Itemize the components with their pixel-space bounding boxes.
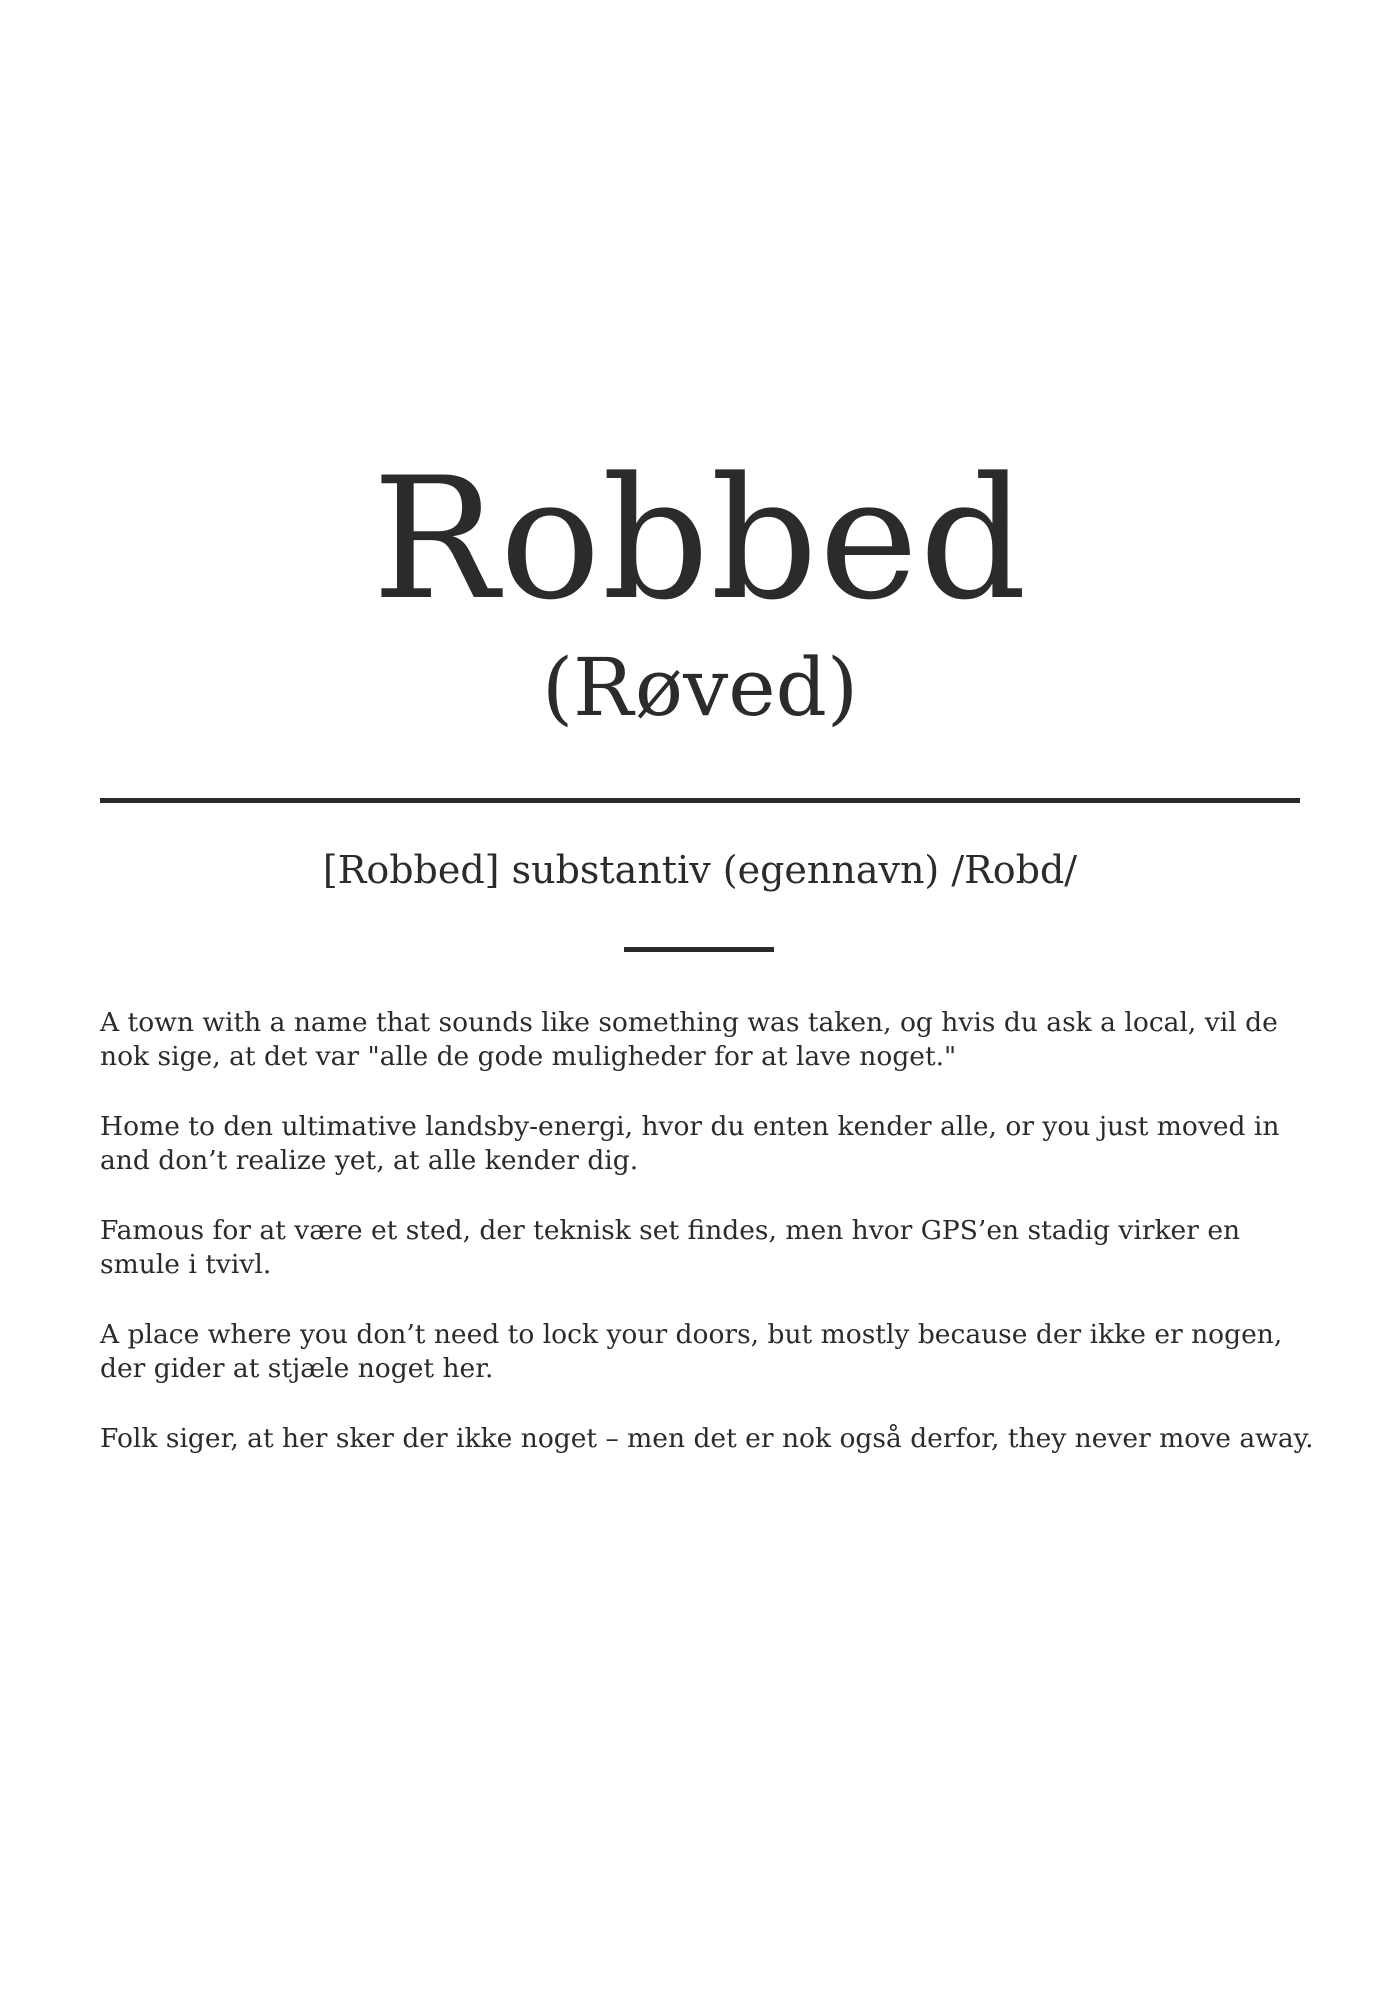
paragraph: Home to den ultimative landsby-energi, hvor du enten kender alle, or you just moved in and don’t realize yet, at alle kender dig. <box>100 1111 1280 1176</box>
body-text <box>100 1006 1320 1492</box>
paragraph: A town with a name that sounds like something was taken, og hvis du ask a local, vil de nok sige, at det var "alle de gode muligheder for at lave noget." <box>100 1007 1278 1072</box>
divider-long <box>100 798 1300 803</box>
paragraph: A place where you don’t need to lock your doors, but mostly because der ikke er nogen, der gider at stjæle noget her. <box>100 1319 1283 1384</box>
paragraph: Folk siger, at her sker der ikke noget – men det er nok også derfor, they never move away. <box>100 1423 1314 1454</box>
divider-short <box>624 947 774 952</box>
paragraph: Famous for at være et sted, der teknisk set findes, men hvor GPS’en stadig virker en smule i tvivl. <box>100 1215 1241 1280</box>
definition-line: [Robbed] substantiv (egennavn) /Robd/ <box>322 848 1078 892</box>
page-subtitle: (Røved) <box>541 641 859 734</box>
page-title: Robbed <box>372 441 1028 637</box>
